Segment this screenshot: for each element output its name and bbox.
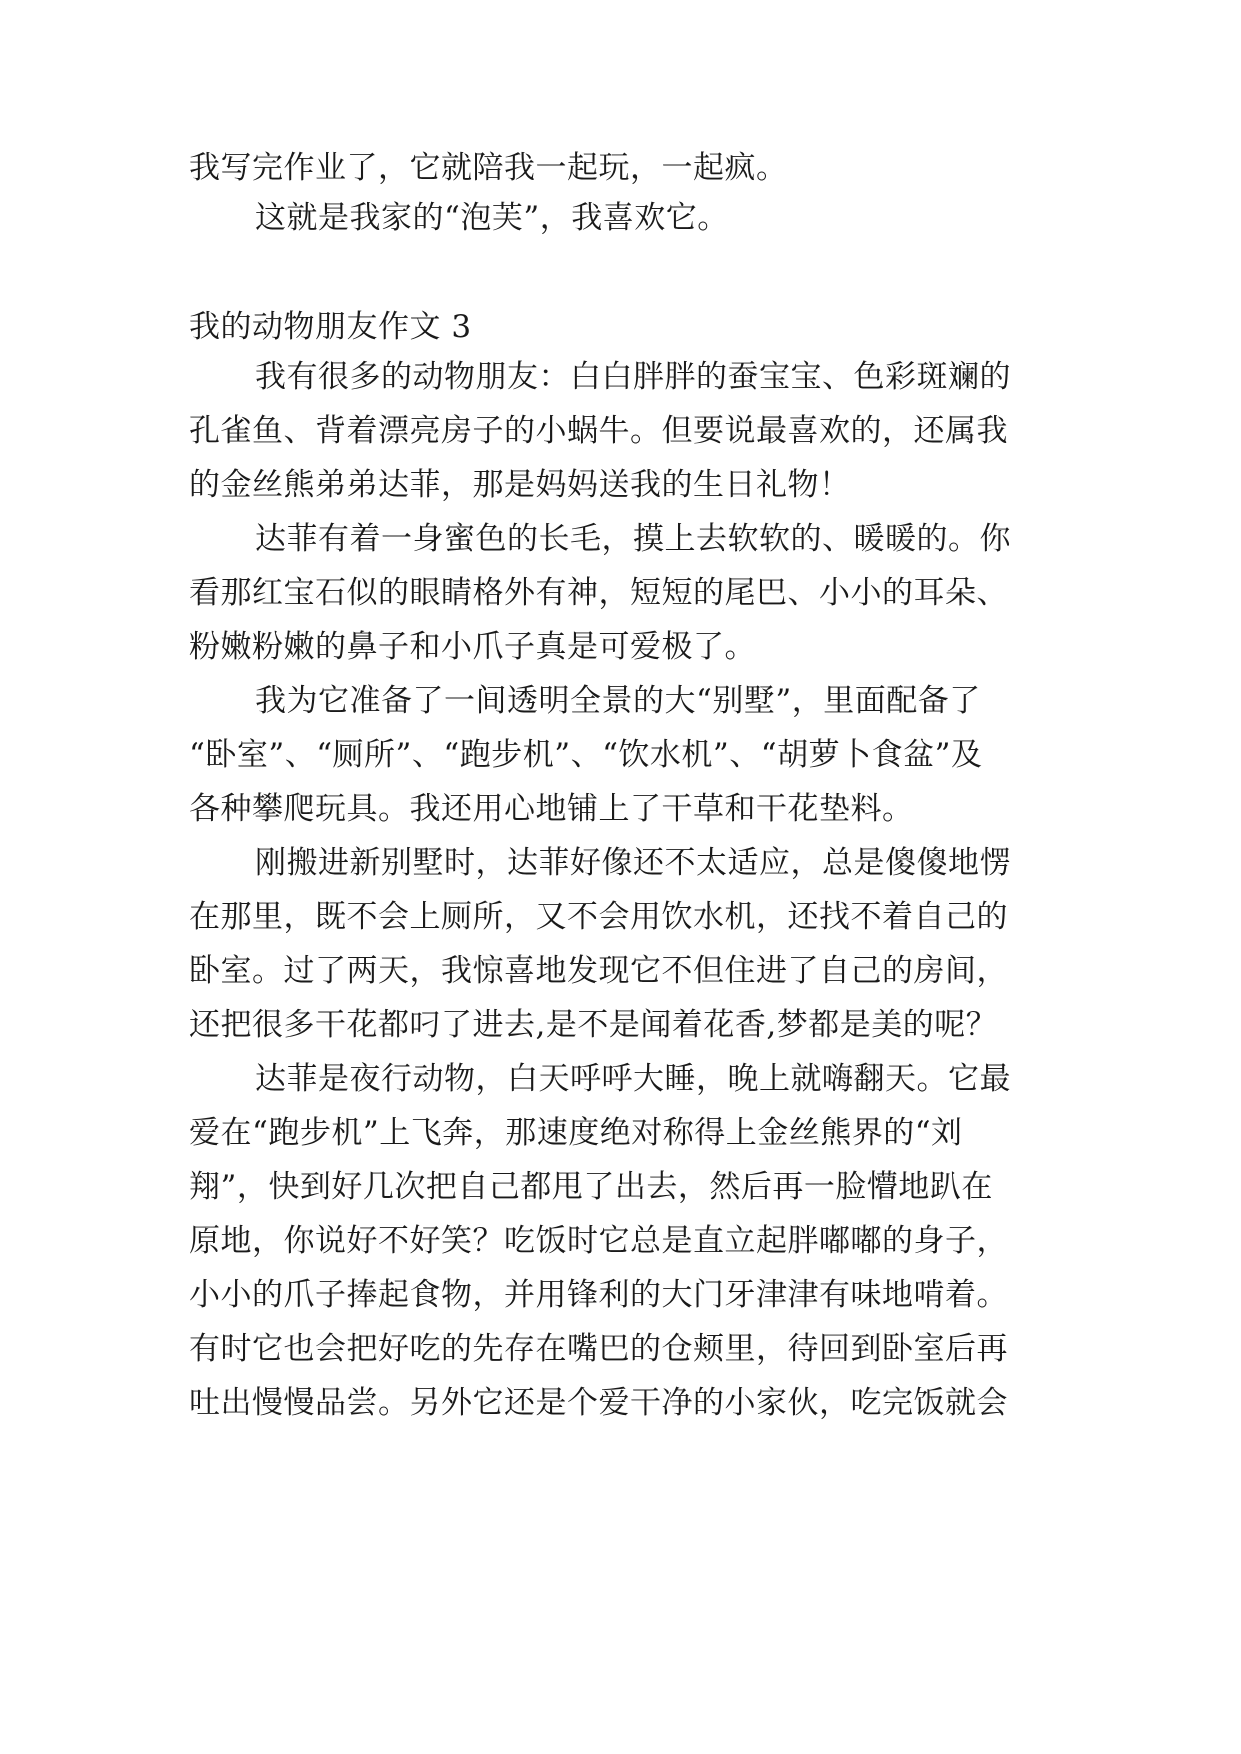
paragraph-line: 我为它准备了一间透明全景的大“别墅”，里面配备了	[255, 683, 981, 719]
paragraph-line: 爱在“跑步机”上飞奔，那速度绝对称得上金丝熊界的“刘	[189, 1115, 963, 1151]
section-heading: 我的动物朋友作文 3	[189, 309, 472, 345]
paragraph-line: 吐出慢慢品尝。另外它还是个爱干净的小家伙，吃完饭就会	[189, 1385, 1008, 1421]
paragraph-line: 卧室。过了两天，我惊喜地发现它不但住进了自己的房间，	[189, 953, 1008, 989]
paragraph-line: 孔雀鱼、背着漂亮房子的小蜗牛。但要说最喜欢的，还属我	[189, 413, 1008, 449]
paragraph-line: 达菲是夜行动物，白天呼呼大睡，晚上就嗨翻天。它最	[255, 1061, 1011, 1097]
paragraph-line: 原地，你说好不好笑？吃饭时它总是直立起胖嘟嘟的身子，	[189, 1223, 1008, 1259]
paragraph-line: 翔”，快到好几次把自己都甩了出去，然后再一脸懵地趴在	[189, 1169, 993, 1205]
text-line-continuation: 我写完作业了，它就陪我一起玩，一起疯。	[189, 150, 788, 186]
paragraph-line: 在那里，既不会上厕所，又不会用饮水机，还找不着自己的	[189, 899, 1008, 935]
paragraph-line: 各种攀爬玩具。我还用心地铺上了干草和干花垫料。	[189, 791, 914, 827]
paragraph-line: 有时它也会把好吃的先存在嘴巴的仓颊里，待回到卧室后再	[189, 1331, 1008, 1367]
paragraph-line: 这就是我家的“泡芙”，我喜欢它。	[255, 200, 729, 236]
paragraph-line: 还把很多干花都叼了进去,是不是闻着花香,梦都是美的呢？	[189, 1007, 998, 1043]
paragraph-line: 达菲有着一身蜜色的长毛，摸上去软软的、暖暖的。你	[255, 521, 1011, 557]
paragraph-line: 看那红宝石似的眼睛格外有神，短短的尾巴、小小的耳朵、	[189, 575, 1008, 611]
paragraph-line: 刚搬进新别墅时，达菲好像还不太适应，总是傻傻地愣	[255, 845, 1011, 881]
paragraph-line: 粉嫩粉嫩的鼻子和小爪子真是可爱极了。	[189, 629, 756, 665]
paragraph-line: 我有很多的动物朋友：白白胖胖的蚕宝宝、色彩斑斓的	[255, 359, 1011, 395]
paragraph-line: “卧室”、“厕所”、“跑步机”、“饮水机”、“胡萝卜食盆”及	[189, 737, 983, 773]
paragraph-line: 的金丝熊弟弟达菲，那是妈妈送我的生日礼物！	[189, 467, 851, 503]
paragraph-line: 小小的爪子捧起食物，并用锋利的大门牙津津有味地啃着。	[189, 1277, 1008, 1313]
